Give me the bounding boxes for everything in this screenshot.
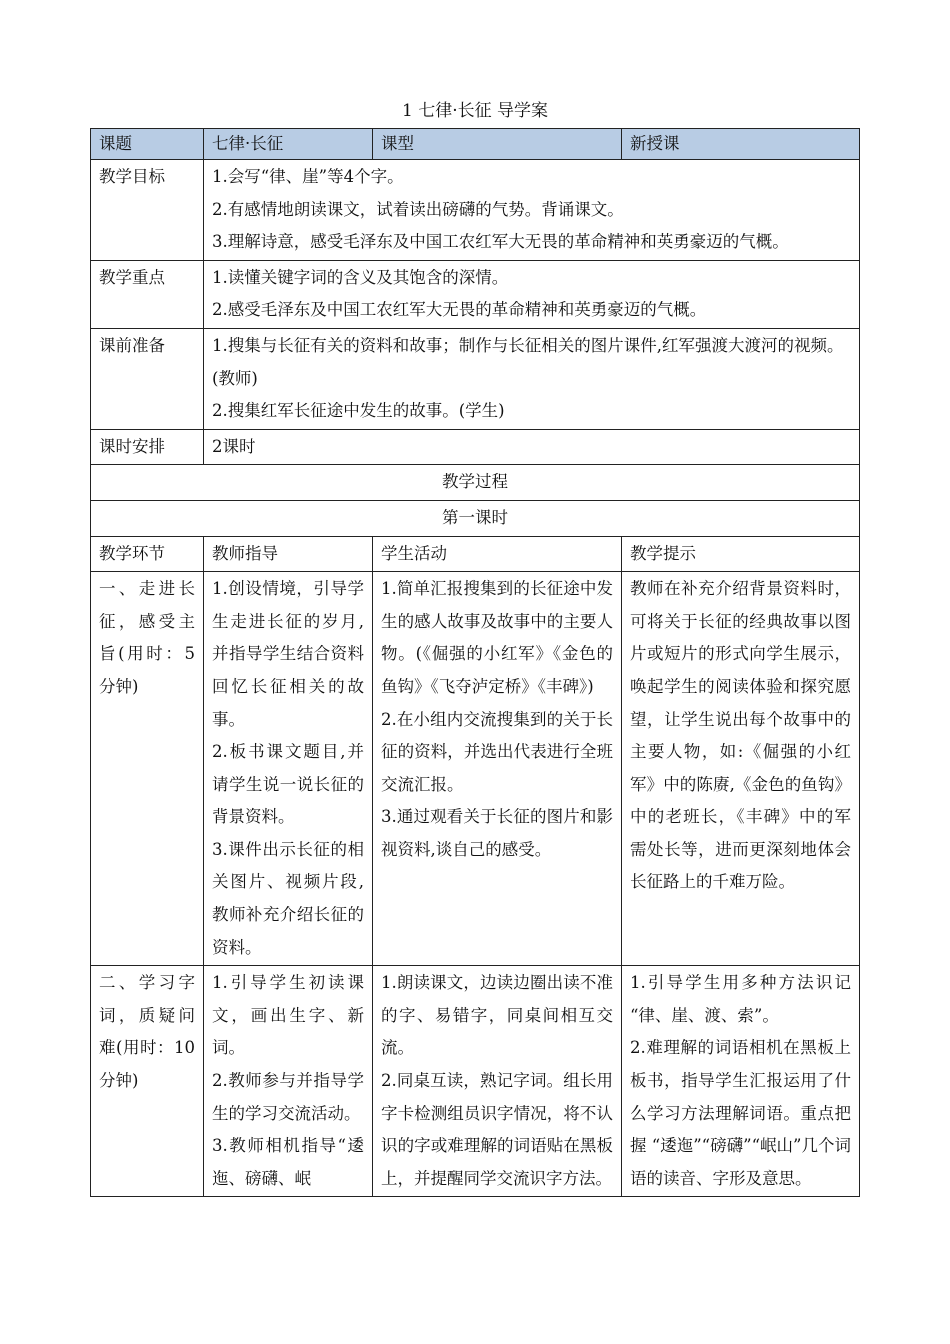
goal-item: 2.有感情地朗读课文，试着读出磅礴的气势。背诵课文。 (212, 199, 624, 219)
teacher-item: 3.教师相机指导“逶迤、磅礴、岷 (212, 1136, 364, 1188)
schedule-label: 课时安排 (91, 429, 204, 465)
key-points-content (204, 260, 860, 328)
tips-cell (622, 966, 860, 1197)
column-header-student: 学生活动 (373, 536, 622, 572)
stage-cell: 二、学习字词，质疑问难(用时：10分钟) (91, 966, 204, 1197)
column-header-tips: 教学提示 (622, 536, 860, 572)
type-value: 新授课 (622, 129, 860, 160)
teacher-item: 2.教师参与并指导学生的学习交流活动。 (212, 1071, 364, 1123)
teacher-cell (204, 572, 373, 966)
key-points-row (91, 260, 860, 328)
student-cell (373, 966, 622, 1197)
teacher-item: 1.引导学生初读课文，画出生字、新词。 (212, 973, 364, 1058)
document-title: 1 七律·长征 导学案 (401, 101, 549, 121)
goals-content (204, 160, 860, 261)
type-label: 课型 (373, 129, 622, 160)
key-points-label: 教学重点 (91, 260, 204, 328)
student-item: 1.简单汇报搜集到的长征途中发生的感人故事及故事中的主要人物。(《倔强的小红军》《金色的鱼钩》《飞夺泸定桥》《丰碑》) (381, 579, 613, 696)
teacher-item: 3.课件出示长征的相关图片、视频片段,教师补充介绍长征的资料。 (212, 839, 364, 957)
lesson-title: 第一课时 (91, 500, 860, 536)
tips-item: 1.引导学生用多种方法识记 “律、崖、渡、索”。 (630, 973, 851, 1025)
preparation-label: 课前准备 (91, 328, 204, 429)
key-point-item: 1.读懂关键字词的含义及其饱含的深情。 (212, 267, 509, 287)
course-label: 课题 (91, 129, 204, 160)
table-row (91, 572, 860, 966)
column-header-teacher: 教师指导 (204, 536, 373, 572)
key-point-item: 2.感受毛泽东及中国工农红军大无畏的革命精神和英勇豪迈的气概。 (212, 300, 707, 320)
goal-item: 1.会写“律、崖”等4个字。 (212, 167, 404, 186)
preparation-content (204, 328, 860, 429)
student-item: 2.在小组内交流搜集到的关于长征的资料，并选出代表进行全班交流汇报。 (381, 709, 613, 794)
process-title: 教学过程 (91, 465, 860, 501)
preparation-item: 2.搜集红军长征途中发生的故事。(学生) (212, 401, 505, 421)
goal-item: 3.理解诗意，感受毛泽东及中国工农红军大无畏的革命精神和英勇豪迈的气概。 (212, 232, 789, 252)
preparation-item: 1.搜集与长征有关的资料和故事；制作与长征相关的图片课件,红军强渡大渡河的视频。(教师) (212, 335, 844, 388)
tips-item: 教师在补充介绍背景资料时，可将关于长征的经典故事以图片或短片的形式向学生展示，唤起学生的阅读体验和探究愿望，让学生说出每个故事中的主要人物，如:《倔强的小红军》中的陈赓,《金色的鱼钩》中的老班长，《丰碑》中的军需处长等，进而更深刻地体会长征路上的千难万险。 (630, 579, 851, 892)
process-title-row (91, 465, 860, 501)
table-row (91, 966, 860, 1197)
stage-cell: 一、走进长征，感受主旨(用时：5分钟) (91, 572, 204, 966)
column-header-stage: 教学环节 (91, 536, 204, 572)
schedule-row (91, 429, 860, 465)
header-row (91, 129, 860, 160)
teacher-item: 1.创设情境，引导学生走进长征的岁月,并指导学生结合资料回忆长征相关的故事。 (212, 579, 364, 729)
goals-label: 教学目标 (91, 160, 204, 261)
lesson-title-row (91, 500, 860, 536)
student-item: 2.同桌互读，熟记字词。组长用字卡检测组员识字情况，将不认识的字或难理解的词语贴在黑板上，并提醒同学交流识字方法。 (381, 1071, 613, 1188)
schedule-value: 2课时 (204, 429, 860, 465)
student-cell (373, 572, 622, 966)
student-item: 1.朗读课文，边读边圈出读不准的字、易错字，同桌间相互交流。 (381, 973, 613, 1058)
tips-cell (622, 572, 860, 966)
course-value: 七律·长征 (204, 129, 373, 160)
column-header-row (91, 536, 860, 572)
teacher-cell (204, 966, 373, 1197)
preparation-row (91, 328, 860, 429)
lesson-plan-table (90, 128, 860, 1197)
teacher-item: 2.板书课文题目,并请学生说一说长征的背景资料。 (212, 742, 364, 827)
goals-row (91, 160, 860, 261)
student-item: 3.通过观看关于长征的图片和影视资料,谈自己的感受。 (381, 807, 613, 859)
tips-item: 2.难理解的词语相机在黑板上板书，指导学生汇报运用了什么学习方法理解词语。重点把握 “逶迤”“磅礴”“岷山”几个词语的读音、字形及意思。 (630, 1038, 851, 1188)
